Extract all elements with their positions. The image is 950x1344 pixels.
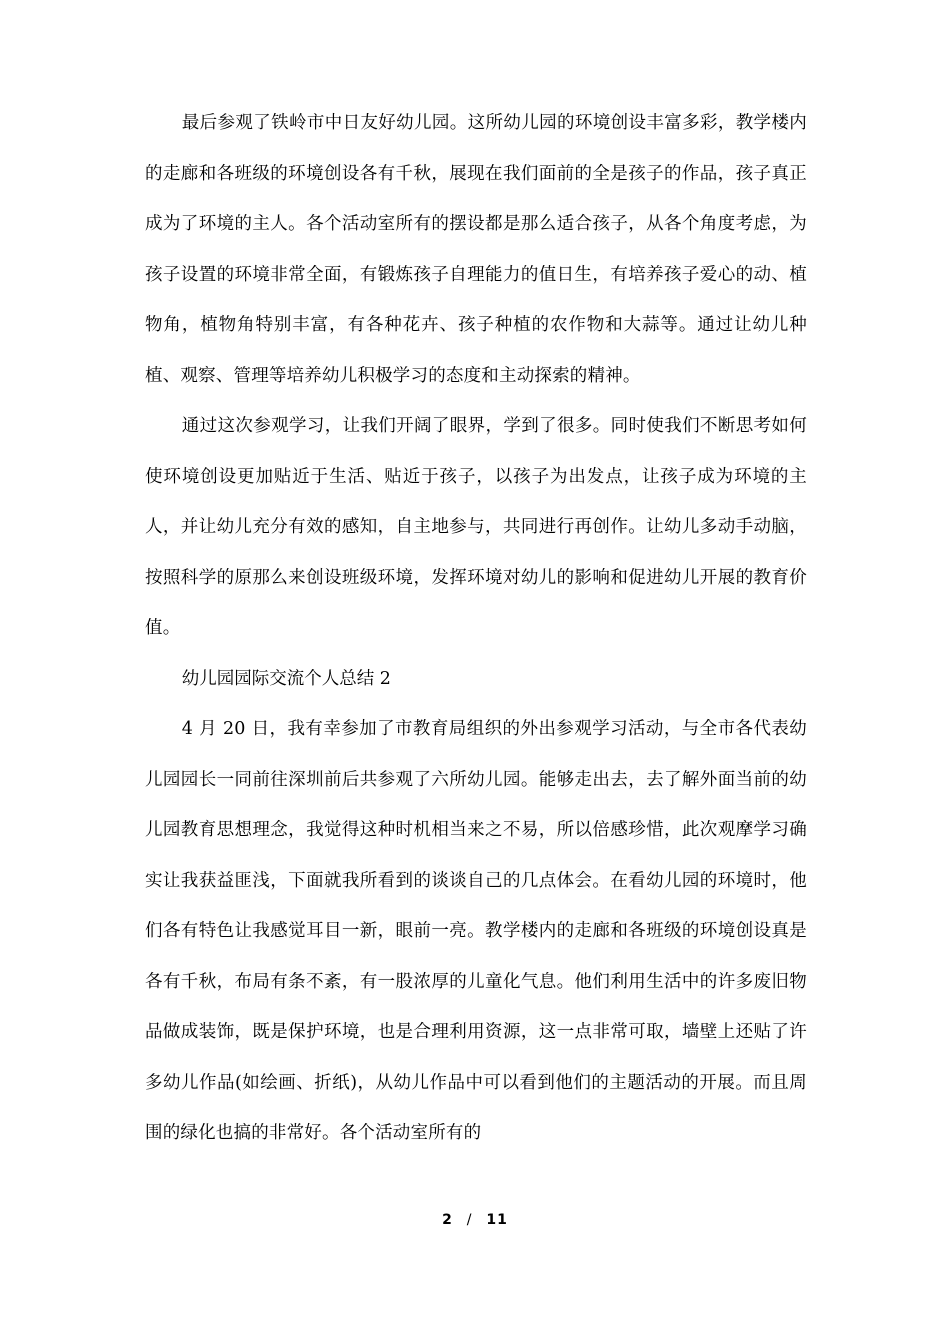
document-body bbox=[145, 98, 807, 1159]
paragraph-1: 最后参观了铁岭市中日友好幼儿园。这所幼儿园的环境创设丰富多彩，教学楼内的走廊和各班级的环境创设各有千秋，展现在我们面前的全是孩子的作品，孩子真正成为了环境的主人。各个活动室所有的摆设都是那么适合孩子，从各个角度考虑，为孩子设置的环境非常全面，有锻炼孩子自理能力的值日生，有培养孩子爱心的动、植物角，植物角特别丰富，有各种花卉、孩子种植的农作物和大蒜等。通过让幼儿种植、观察、管理等培养幼儿积极学习的态度和主动探索的精神。 bbox=[145, 113, 807, 386]
paragraph-2: 通过这次参观学习，让我们开阔了眼界，学到了很多。同时使我们不断思考如何使环境创设更加贴近于生活、贴近于孩子，以孩子为出发点，让孩子成为环境的主人，并让幼儿充分有效的感知，自主地参与，共同进行再创作。让幼儿多动手动脑，按照科学的原那么来创设班级环境，发挥环境对幼儿的影响和促进幼儿开展的教育价值。 bbox=[145, 416, 807, 638]
total-pages-number: 11 bbox=[486, 1212, 508, 1228]
page-number bbox=[0, 1212, 950, 1228]
current-page-number: 2 bbox=[442, 1212, 453, 1228]
section-heading: 幼儿园园际交流个人总结 2 bbox=[181, 668, 391, 689]
page-separator: / bbox=[466, 1212, 473, 1228]
paragraph-3: 4 月 20 日，我有幸参加了市教育局组织的外出参观学习活动，与全市各代表幼儿园园长一同前往深圳前后共参观了六所幼儿园。能够走出去，去了解外面当前的幼儿园教育思想理念，我觉得这种时机相当来之不易，所以倍感珍惜，此次观摩学习确实让我获益匪浅，下面就我所看到的谈谈自己的几点体会。在看幼儿园的环境时，他们各有特色让我感觉耳目一新，眼前一亮。教学楼内的走廊和各班级的环境创设真是各有千秋，布局有条不紊，有一股浓厚的儿童化气息。他们利用生活中的许多废旧物品做成装饰，既是保护环境，也是合理利用资源，这一点非常可取，墙壁上还贴了许多幼儿作品(如绘画、折纸)，从幼儿作品中可以看到他们的主题活动的开展。而且周围的绿化也搞的非常好。各个活动室所有的 bbox=[145, 719, 807, 1143]
